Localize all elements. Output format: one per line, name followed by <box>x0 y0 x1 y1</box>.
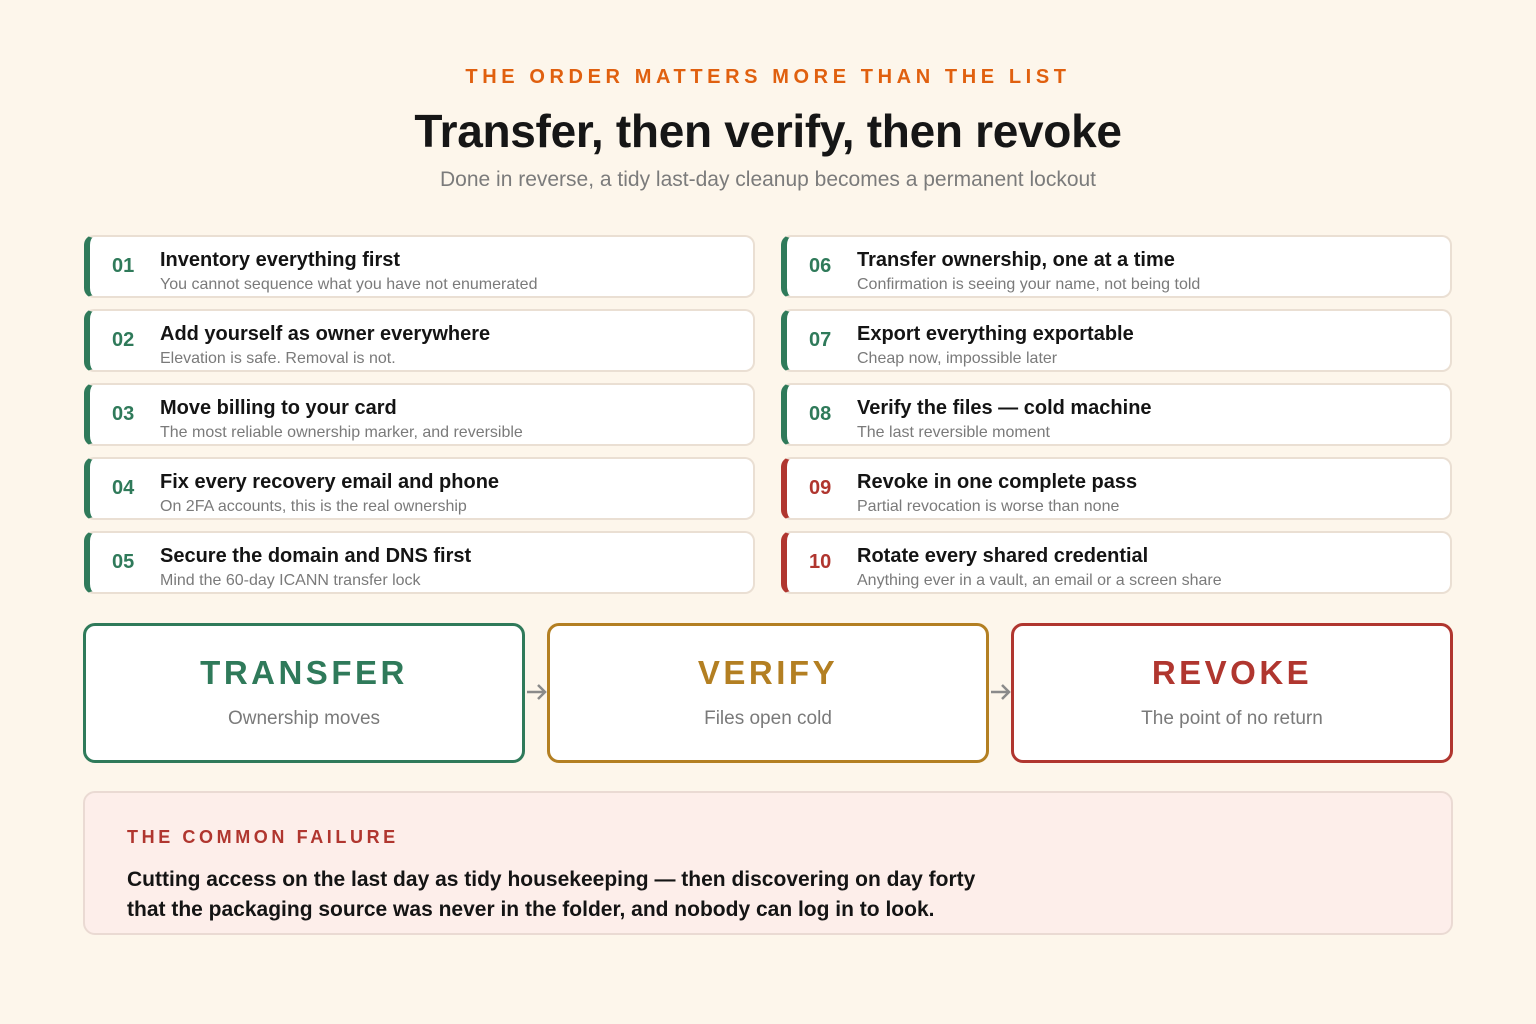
step-title: Fix every recovery email and phone <box>160 471 500 493</box>
step-title: Move billing to your card <box>160 397 397 419</box>
step-card-01 <box>84 235 755 298</box>
step-number: 08 <box>809 403 832 425</box>
step-description: Anything ever in a vault, an email or a screen share <box>857 572 1222 589</box>
step-title: Revoke in one complete pass <box>857 471 1138 493</box>
step-title: Verify the files — cold machine <box>857 397 1152 419</box>
phase-verify <box>547 623 989 763</box>
step-number: 01 <box>112 255 135 277</box>
step-card-03 <box>84 383 755 446</box>
phase-transfer <box>83 623 525 763</box>
step-title: Transfer ownership, one at a time <box>857 249 1175 271</box>
step-title: Secure the domain and DNS first <box>160 545 472 567</box>
eyebrow-label: THE ORDER MATTERS MORE THAN THE LIST <box>465 66 1071 88</box>
step-card-09 <box>781 457 1452 520</box>
step-description: The most reliable ownership marker, and reversible <box>160 424 523 441</box>
step-card-02 <box>84 309 755 372</box>
common-failure-callout <box>83 791 1453 935</box>
step-description: The last reversible moment <box>857 424 1050 441</box>
step-card-04 <box>84 457 755 520</box>
callout-body-line: that the packaging source was never in the folder, and nobody can log in to look. <box>127 898 935 921</box>
phase-revoke <box>1011 623 1453 763</box>
callout-label: THE COMMON FAILURE <box>127 827 399 847</box>
step-number: 05 <box>112 551 135 573</box>
step-description: On 2FA accounts, this is the real ownership <box>160 498 467 515</box>
step-card-06 <box>781 235 1452 298</box>
step-title: Rotate every shared credential <box>857 545 1149 567</box>
callout-body <box>127 865 1047 925</box>
step-card-08 <box>781 383 1452 446</box>
step-number: 09 <box>809 477 832 499</box>
step-card-07 <box>781 309 1452 372</box>
phase-subtitle: Ownership moves <box>227 708 381 729</box>
step-number: 10 <box>809 551 832 573</box>
arrow-right-icon <box>990 682 1012 702</box>
step-title: Export everything exportable <box>857 323 1134 345</box>
phase-subtitle: The point of no return <box>1141 708 1323 729</box>
step-number: 03 <box>112 403 135 425</box>
step-description: Cheap now, impossible later <box>857 350 1058 367</box>
phase-title: VERIFY <box>697 654 839 691</box>
phase-subtitle: Files open cold <box>704 708 832 729</box>
step-number: 04 <box>112 477 135 499</box>
phase-title: REVOKE <box>1151 654 1313 691</box>
step-number: 06 <box>809 255 832 277</box>
step-card-05 <box>84 531 755 594</box>
step-description: Elevation is safe. Removal is not. <box>160 350 396 367</box>
step-description: Confirmation is seeing your name, not being told <box>857 276 1201 293</box>
page-title: Transfer, then verify, then revoke <box>414 105 1122 157</box>
phase-title: TRANSFER <box>200 654 408 691</box>
step-description: Partial revocation is worse than none <box>857 498 1120 515</box>
step-title: Inventory everything first <box>160 249 401 271</box>
page-subtitle: Done in reverse, a tidy last-day cleanup becomes a permanent lockout <box>439 168 1097 191</box>
arrow-right-icon <box>526 682 548 702</box>
step-description: You cannot sequence what you have not enumerated <box>160 276 538 293</box>
step-card-10 <box>781 531 1452 594</box>
step-number: 02 <box>112 329 135 351</box>
step-title: Add yourself as owner everywhere <box>160 323 491 345</box>
step-description: Mind the 60-day ICANN transfer lock <box>160 572 421 589</box>
step-number: 07 <box>809 329 832 351</box>
callout-body-line: Cutting access on the last day as tidy housekeeping — then discovering on day forty <box>127 868 976 891</box>
